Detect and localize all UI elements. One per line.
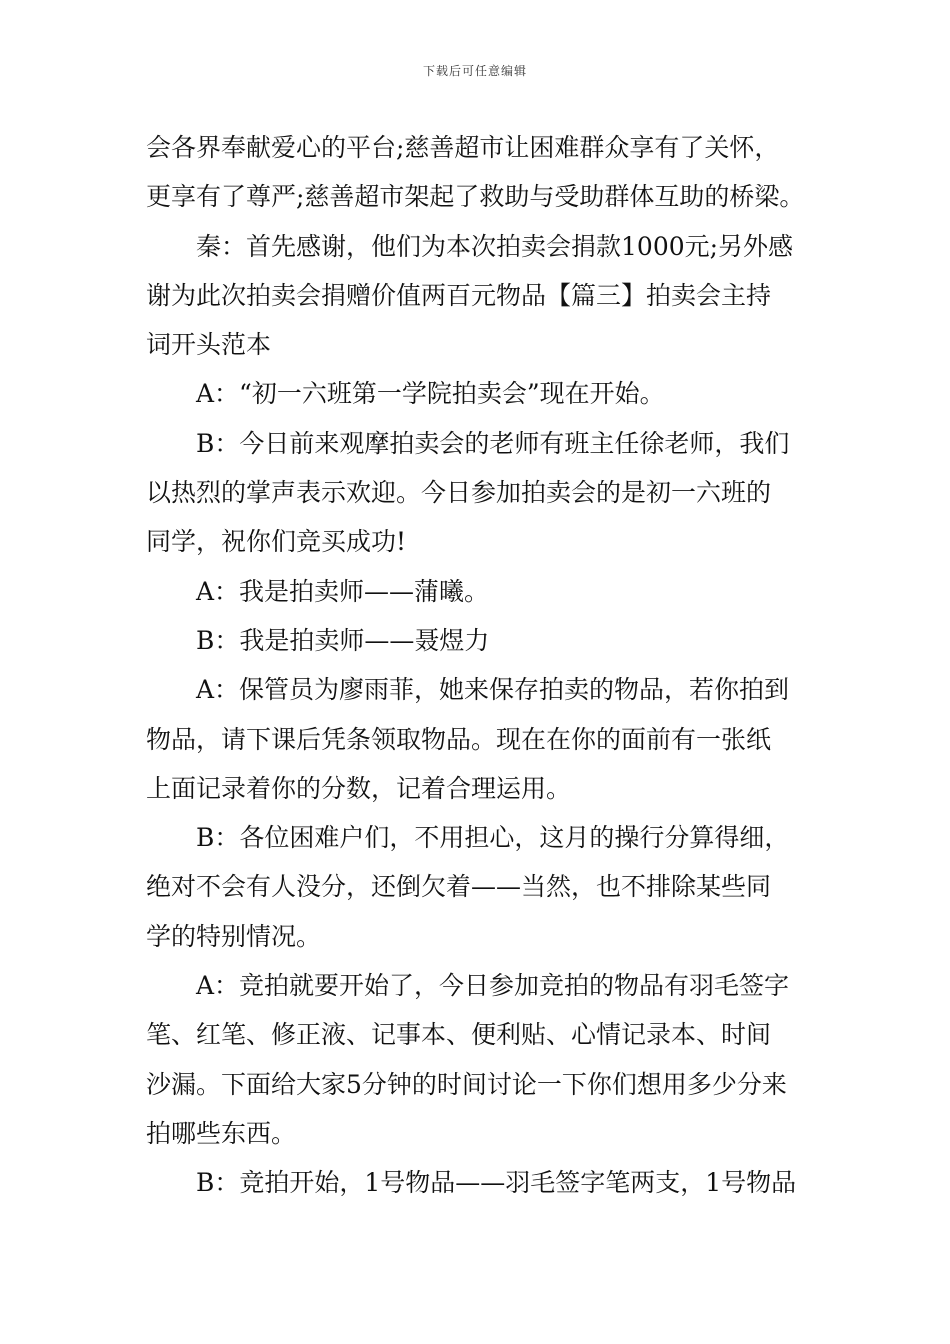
paragraph-start: A：我是拍卖师——蒲曦。 bbox=[196, 576, 490, 606]
text-line: 笔、红笔、修正液、记事本、便利贴、心情记录本、时间 bbox=[146, 1020, 772, 1050]
text-line: 同学，祝你们竞买成功! bbox=[146, 527, 407, 557]
paragraph-start: 秦：首先感谢，他们为本次拍卖会捐款1000元;另外感 bbox=[196, 231, 794, 261]
paragraph-start: B：竞拍开始，1号物品——羽毛签字笔两支，1号物品 bbox=[196, 1168, 797, 1198]
page-header-note: 下载后可任意编辑 bbox=[422, 64, 527, 78]
text-line: 拍哪些东西。 bbox=[146, 1118, 297, 1148]
text-line: 绝对不会有人没分，还倒欠着——当然，也不排除某些同 bbox=[146, 872, 772, 902]
document-body bbox=[146, 128, 808, 1213]
text-line: 以热烈的掌声表示欢迎。今日参加拍卖会的是初一六班的 bbox=[146, 478, 772, 508]
paragraph-start: B：各位困难户们，不用担心，这月的操行分算得细， bbox=[196, 823, 790, 853]
paragraph-start: A：“初一六班第一学院拍卖会”现在开始。 bbox=[196, 379, 665, 409]
paragraph-start: B：今日前来观摩拍卖会的老师有班主任徐老师，我们 bbox=[196, 428, 790, 458]
text-line: 物品，请下课后凭条领取物品。现在在你的面前有一张纸 bbox=[146, 724, 772, 754]
text-line: 更享有了尊严;慈善超市架起了救助与受助群体互助的桥梁。 bbox=[146, 182, 805, 212]
text-line: 沙漏。下面给大家5分钟的时间讨论一下你们想用多少分来 bbox=[146, 1069, 787, 1099]
text-line: 上面记录着你的分数，记着合理运用。 bbox=[146, 773, 572, 803]
text-line: 词开头范本 bbox=[146, 330, 272, 360]
text-line: 会各界奉献爱心的平台;慈善超市让困难群众享有了关怀， bbox=[146, 133, 780, 162]
paragraph-start: B：我是拍卖师——聂煜力 bbox=[196, 625, 490, 655]
text-line: 学的特别情况。 bbox=[146, 921, 322, 951]
text-line: 谢为此次拍卖会捐赠价值两百元物品【篇三】拍卖会主持 bbox=[146, 280, 772, 310]
paragraph-start: A：保管员为廖雨菲，她来保存拍卖的物品，若你拍到 bbox=[196, 675, 790, 705]
paragraph-start: A：竞拍就要开始了，今日参加竞拍的物品有羽毛签字 bbox=[196, 971, 790, 1001]
